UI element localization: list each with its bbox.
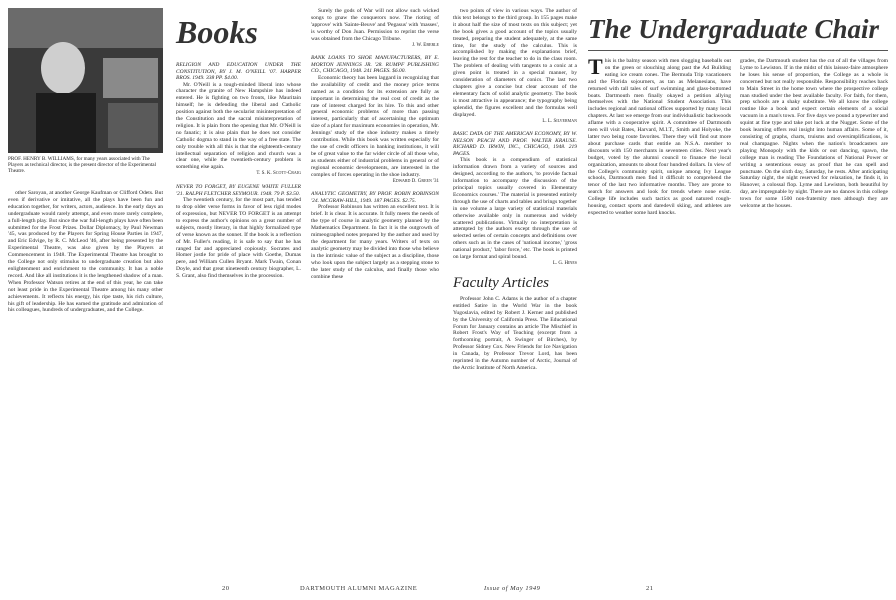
review-heading: RELIGION AND EDUCATION UNDER THE CONSTITUTION, BY J. M. O'NEILL '07. HARPER BROS. 1949. 338 PP. $4.00. [176,62,301,81]
review-signature: J. W. Eberle [412,42,439,48]
right-col-1 [453,8,577,570]
review-signature: L. L. Silverman [542,118,577,124]
undergraduate-chair-heading: The Undergraduate Chair [588,14,880,44]
review-heading: ANALYTIC GEOMETRY, BY PROF. ROBIN ROBINSON '24. MCGRAW-HILL, 1949. 187 PAGES. $2.75. [311,191,439,204]
drop-cap: T [588,58,603,79]
photo-caption [8,156,163,186]
books-heading: Books [176,14,258,50]
review-text: Professor Robinson has written an excellent text. It is brief. It is clear. It is accurate. It fully meets the needs of the type of course in analytic geometry planned by the Mathematics Department. In fact it is the outgrowth of mimeographed notes prepared by the author and used by the department for many years. Writers of texts on analytic geometry may be divided into those who believe in the intrinsic value of the subject as a discipline, those who look upon the subject largely as a stepping stone to the later study of the calculus, and finally those who combine these [311,204,439,280]
left-col-1 [8,190,163,570]
faculty-articles-text: Professor John C. Adams is the author of a chapter entitled Satire in the World War in the book Yugoslavia, edited by Robert J. Kerner and published by the University of California Press. The Educational Forum for January contains an article The Mischief in Robert Frost's Way of Teaching (excerpt from a forthcoming portrait, A Swinger of Birches), by Professor Sidney Cox. New Friends for Ice Navigation in Canada, by Professor Trevor Lord, has been reprinted in the Autumn number of Arctic, Journal of the Arctic Institute of North America. [453,295,577,371]
professor-photo [8,8,163,153]
review-text: two points of view in various ways. The author of this text belongs to the third group. In 155 pages make it about half the size of most texts on this subject; yet the book gives a good account of the topics usually treated, preparing the student adequately, at the same time, for the study of the calculus. This is accomplished by making the explanations brief, leaving the rest for the teacher to do in the class room. The problem of dealing with tangents to a conic at a given point is treated in a special manner, by consideration of diameters of conics. The last two chapters give a concise but clear account of the elementary facts of solid analytic geometry. The book is most attractive in appearance; the typography being splendid, the figures excellent and the formulas well displayed. [453,8,577,118]
review-signature: Edward D. Green '31 [392,178,439,184]
review-text: The twentieth century, for the most part, has tended to drop older verse forms in favor of less rigid modes of expression, but NEVER TO FORGET is an attempt to express the author's opinions on a great number of subjects, mostly literary, in that highly formalized type of verse known as the sonnet. If the book is a reflection of Mr. Fuller's reading, it is safe to say that he has ranged far and appreciated copiously. Socrates and Homer jostle for pride of place with Goethe, Dumas pere, and William Cullen Bryant. Mark Twain, Conan Doyle, and that great nineteenth century biographer, L. S. Grant, also find themselves in the procession. [176,197,301,280]
review-signature: T. S. K. Scott-Craig [256,171,301,177]
article-text: other Saroyan, at another George Kaufman or Clifford Odets. But even if derivative or imitative, all the plays have been fun and education together, for writers, actors, audience. In the early days an undergraduate would rarely attempt, and even more rarely complete, a full-length play. But since the war full-length plays have often been submitted for the Frost Prizes. Dollar Diplomacy, by Paul Newman '45, was produced by the Players for Spring House Parties in 1947, and Eric Edvige, by R. C. McLeod '46, after being presented by the Experimental Theatre, was also given by the Players at Commencement in 1948. The Experimental Theatre has brought to the College not only stimulus to undergraduate creation but also enlightenment and enrichment to the community. It has a noble record. And like all institutions it is the lengthened shadow of a man. When Professor Watson retires at the end of this year, he can take not least pride in the Experimental Theatre among his many other achievements. It reflects his energy, his ripe taste, his rich culture, his gift of leadership. He has earned the gratitude and admiration of his colleagues, hundreds of undergraduates, and the College. [8,190,163,314]
review-text: Mr. O'Neill is a tough-minded liberal into whose character the granite of New Hampshire has indeed entered. He is fighting on two fronts, like Mauritain himself; he is defending the liberal and Catholic position against both the secularist misinterpretation of the Constitution and the sacral misinterpretation of religion. It is plain from the opening that Mr. O'Neill is no fanatic; it is also plain that he does not consider Catholic dogma to stand in the way of a free state. The only trouble with all this is that the eighteenth-century intellectual separation of religion and church was a clear one, while the twentieth-century problem is something else again. [176,81,301,171]
review-heading: BANK LOANS TO SHOE MANUFACTURERS, BY E. MORTON JENNINGS JR. '28. RUMPF PUBLISHING CO., CHICAGO, 1948. 241 PAGES. $6.00. [311,55,439,75]
magazine-title-footer: DARTMOUTH ALUMNI MAGAZINE [300,585,418,592]
page-number-right: 21 [646,585,654,592]
photo-caption-text: PROF. HENRY B. WILLIAMS, for many years associated with The Players as technical director, is the present director of the Experimental Theatre. [8,156,157,175]
issue-footer: Issue of May 1949 [484,585,541,592]
review-heading: NEVER TO FORGET, BY EUGENE WHITE FULLER '21. RALPH FLETCHER SEYMOUR. 1948. 79 P. $3.50. [176,184,301,197]
review-text: Surely the gods of War will not allow such wicked songs to gnaw the conquerors now. The rioting of 'approve' with 'Sainte-Beuve' and 'Pegasus' with 'masses', is worthy of Don Juan. Permission to reprint the verse was obtained from the Chicago Tribune. [311,8,439,42]
heading-rule [588,50,888,51]
professor-photo-image [8,8,163,153]
review-text: Economic theory has been laggard in recognizing that the availability of credit and the money price terms named as a condition for its extension are fully as important in determining the real cost of credit as the rate of interest charged for its hire. To this and other general economic problems of more than passing interest, particularly that of ascertaining the optimum size of a plant for maximum economies in operation, Mr. Jennings' study of the shoe industry makes a timely contribution. While this book was written especially for the use of credit officers in banking institutions, it will be of great value to the far wider circle of all those who, as students either of industrial problems in general or of regional economic developments, are interested in the complex of forces operating in the shoe industry. [311,74,439,178]
review-signature: L. G. Hines [552,261,577,266]
review-text: This book is a compendium of statistical information drawn from a variety of sources and designed, according to the authors, 'to provide factual information to accompany the discussion of the principal topics usually covered in Elementary Economics courses.' The material is presented entirely through the use of charts and tables and brings together in one volume a large variety of statistical materials otherwise available only in numerous and widely scattered publications. Virtually no interpretation is attempted by the authors except through the use of selected series of certain concepts and definitions over others such as in the cases of 'national income,' 'gross national product,' 'labor force,' etc. The book is printed on large format and spiral bound. [453,157,577,261]
right-col-2 [588,58,731,570]
review-heading: BASIC DATA OF THE AMERICAN ECONOMY, BY W. NELSON PEACH AND PROF. WALTER KRAUSE. RICHARD D. IRWIN, INC., CHICAGO, 1948. 219 PAGES. [453,131,577,157]
right-page [448,0,896,600]
left-col-2 [176,56,301,570]
right-col-3 [740,58,888,570]
column-text: his is the balmy season with men slogging baseballs out on the green or slouching along past the Ad Building eating ice cream cones. The Bermuda Trip vacationers and the Florida sojourners, as tan as Melanesians, have returned with tall tales of surf swimming and glass-bottomed boats. Dartmouth men finally okayed a petition allying themselves with the National Student Association. This includes regional and national offices supported by many local chapters. At last we emerge from our individualistic backwoods aflame with a cooperative spirit. A committee of Dartmouth men will visit Bates, Harvard, M.I.T., Smith and Holyoke, the latter two being route favorites. There they will find out more about purchase cards that entitle an N.S.A. member to discounts with 150 merchants in seventeen cities. Next year's budget, voted by the alumni council to finance the local organization, amounts to about four hundred dollars. In view of the College's community spirit, unique among Ivy League schools, Dartmouth men find it difficult to comprehend the tenor of the last two informative months. They are prone to search for answers and look for trends where none exist. College life includes such tactics as good natured rough-housing, contact sports and daredevil skiing, and athletes are expected to weather some hard knocks. [588,58,731,216]
column-text: grades, the Dartmouth student has the cut of all the villages from Lyme to Lewiston. If in the midst of this laissez-faire atmosphere he loses his sense of proportion, the College as a whole is concerned but not really responsible. Responsibility reaches back to Main Street in the home town where the prospective college man studied under the best available faculty. For faith, for them, prep schools are a shaky substitute. We all know the college routine like a book and expect certain elements of a social vacuum in a man's town. For five days we pound a typewriter and squint at fine type and take pot luck at the Nugget. Some of the book learning offers real insight into human affairs. Some of it, consisting of graphs, charts, truisms and oversimplifications, is real champagne. Nights when the nation's broadcasters are playing Monopoly with the kids or out dancing, spawn, the college man is reading The Foundations of National Power or writing a sententious essay as proof that he can spell and punctuate. On the sixth day, Saturday, he rests. After anticipating Saturday night, the night reserved for relaxation, he finds it, in Hanover, a colossal flop. Lyme and Lewiston, both beautiful by day, are impregnable by night. There are no dances in this college town for some 1500 non-fraternity men although they are welcome at the houses. [740,58,888,210]
page-number-left: 20 [222,585,230,592]
left-col-3 [311,8,439,570]
faculty-articles-heading: Faculty Articles [453,274,549,291]
